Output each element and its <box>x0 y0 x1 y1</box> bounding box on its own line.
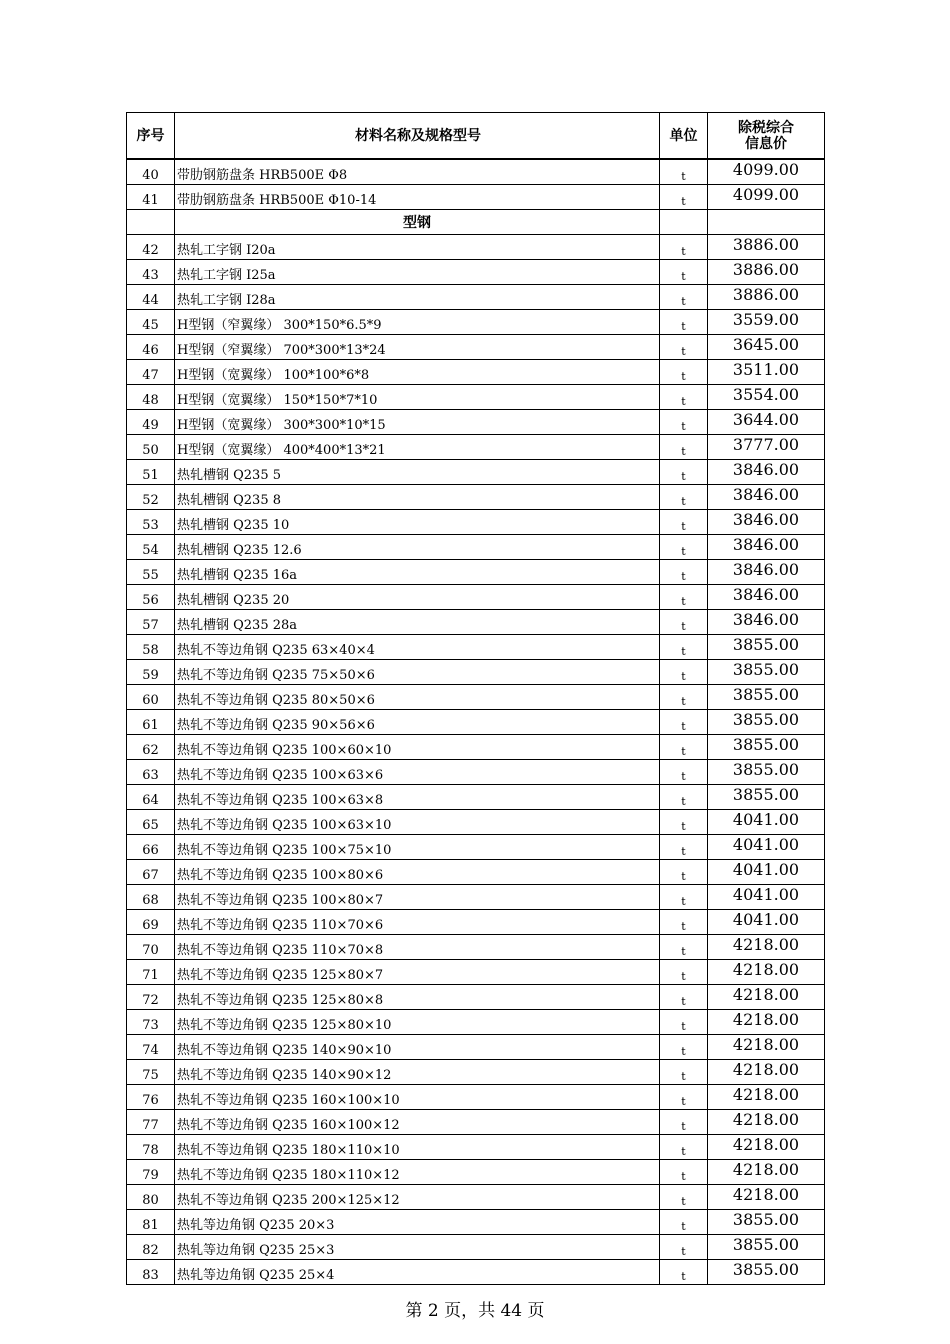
cell-seq: 64 <box>127 785 175 810</box>
table-row <box>127 735 825 760</box>
table-row <box>127 560 825 585</box>
cell-name: 热轧等边角钢 Q235 20×3 <box>175 1210 660 1235</box>
cell-name: 热轧不等边角钢 Q235 160×100×10 <box>175 1085 660 1110</box>
page-footer: 第 2 页，共 44 页 <box>405 1301 545 1321</box>
cell-price: 3855.00 <box>708 760 825 785</box>
cell-unit: t <box>660 510 708 535</box>
table-row <box>127 1260 825 1285</box>
cell-unit: t <box>660 1035 708 1060</box>
cell-unit: t <box>660 610 708 635</box>
cell-seq: 48 <box>127 385 175 410</box>
cell-price: 3855.00 <box>708 710 825 735</box>
cell-unit: t <box>660 985 708 1010</box>
cell-unit: t <box>660 285 708 310</box>
cell-name: 热轧不等边角钢 Q235 125×80×7 <box>175 960 660 985</box>
cell-price: 4041.00 <box>708 810 825 835</box>
cell-unit: t <box>660 1060 708 1085</box>
cell-name: 热轧槽钢 Q235 5 <box>175 460 660 485</box>
table-row <box>127 1085 825 1110</box>
table-row <box>127 1010 825 1035</box>
cell-name: 热轧不等边角钢 Q235 90×56×6 <box>175 710 660 735</box>
cell-unit: t <box>660 360 708 385</box>
cell-name: H型钢（宽翼缘） 100*100*6*8 <box>175 360 660 385</box>
cell-name: 热轧不等边角钢 Q235 125×80×10 <box>175 1010 660 1035</box>
cell-price: 3855.00 <box>708 1210 825 1235</box>
cell-unit: t <box>660 635 708 660</box>
cell-price: 4218.00 <box>708 1085 825 1110</box>
cell-unit: t <box>660 1235 708 1260</box>
cell-seq: 57 <box>127 610 175 635</box>
cell-name: H型钢（窄翼缘） 700*300*13*24 <box>175 335 660 360</box>
table-row <box>127 985 825 1010</box>
cell-name: 热轧不等边角钢 Q235 160×100×12 <box>175 1110 660 1135</box>
cell-price: 3554.00 <box>708 385 825 410</box>
cell-price: 3846.00 <box>708 560 825 585</box>
cell-name: 带肋钢筋盘条 HRB500E Φ8 <box>175 159 660 185</box>
cell-price: 3855.00 <box>708 635 825 660</box>
table-row <box>127 1235 825 1260</box>
table-row <box>127 510 825 535</box>
cell-seq: 51 <box>127 460 175 485</box>
cell-price: 4218.00 <box>708 1135 825 1160</box>
cell-unit: t <box>660 1260 708 1285</box>
cell-seq: 79 <box>127 1160 175 1185</box>
cell-name: 热轧不等边角钢 Q235 100×80×6 <box>175 860 660 885</box>
table-row <box>127 860 825 885</box>
cell-price: 3846.00 <box>708 460 825 485</box>
cell-seq: 59 <box>127 660 175 685</box>
table-row <box>127 1110 825 1135</box>
cell-seq: 61 <box>127 710 175 735</box>
cell-seq: 67 <box>127 860 175 885</box>
cell-name: 热轧不等边角钢 Q235 200×125×12 <box>175 1185 660 1210</box>
cell-name: 热轧不等边角钢 Q235 180×110×12 <box>175 1160 660 1185</box>
cell-name: H型钢（窄翼缘） 300*150*6.5*9 <box>175 310 660 335</box>
cell-seq: 80 <box>127 1185 175 1210</box>
cell-seq: 58 <box>127 635 175 660</box>
cell-unit: t <box>660 960 708 985</box>
table-row <box>127 285 825 310</box>
cell-seq: 62 <box>127 735 175 760</box>
cell-unit: t <box>660 810 708 835</box>
table-row <box>127 1210 825 1235</box>
header-row <box>127 113 825 160</box>
cell-price: 3846.00 <box>708 610 825 635</box>
cell-name: 热轧工字钢 I25a <box>175 260 660 285</box>
table-row <box>127 385 825 410</box>
cell-name: 热轧槽钢 Q235 28a <box>175 610 660 635</box>
header-price <box>708 113 825 160</box>
cell-seq: 42 <box>127 235 175 260</box>
cell-unit: t <box>660 835 708 860</box>
cell-price: 4218.00 <box>708 1185 825 1210</box>
table-row <box>127 835 825 860</box>
table-row <box>127 910 825 935</box>
cell-name: H型钢（宽翼缘） 150*150*7*10 <box>175 385 660 410</box>
table-row <box>127 460 825 485</box>
cell-seq: 60 <box>127 685 175 710</box>
cell-unit: t <box>660 560 708 585</box>
cell-name: 热轧不等边角钢 Q235 80×50×6 <box>175 685 660 710</box>
cell-name: 热轧不等边角钢 Q235 100×63×8 <box>175 785 660 810</box>
cell-unit: t <box>660 760 708 785</box>
cell-seq: 53 <box>127 510 175 535</box>
cell-unit: t <box>660 660 708 685</box>
cell-unit: t <box>660 260 708 285</box>
cell-price: 4041.00 <box>708 910 825 935</box>
cell-seq: 76 <box>127 1085 175 1110</box>
table-row <box>127 610 825 635</box>
cell-unit: t <box>660 310 708 335</box>
table-row <box>127 685 825 710</box>
cell-name: 热轧不等边角钢 Q235 125×80×8 <box>175 985 660 1010</box>
cell-price: 3855.00 <box>708 1260 825 1285</box>
cell-price: 4218.00 <box>708 1060 825 1085</box>
cell-seq <box>127 210 175 235</box>
cell-name: 热轧工字钢 I28a <box>175 285 660 310</box>
cell-unit: t <box>660 1110 708 1135</box>
cell-name: 热轧等边角钢 Q235 25×3 <box>175 1235 660 1260</box>
cell-unit: t <box>660 735 708 760</box>
cell-seq: 45 <box>127 310 175 335</box>
cell-seq: 77 <box>127 1110 175 1135</box>
cell-price: 4218.00 <box>708 1035 825 1060</box>
cell-seq: 75 <box>127 1060 175 1085</box>
cell-name: 热轧不等边角钢 Q235 140×90×10 <box>175 1035 660 1060</box>
cell-seq: 65 <box>127 810 175 835</box>
cell-unit: t <box>660 785 708 810</box>
cell-seq: 40 <box>127 159 175 185</box>
header-price-line1: 除税综合 <box>738 119 794 136</box>
cell-unit: t <box>660 1160 708 1185</box>
table-row <box>127 710 825 735</box>
cell-unit: t <box>660 235 708 260</box>
header-unit: 单位 <box>660 113 708 160</box>
cell-seq: 83 <box>127 1260 175 1285</box>
cell-seq: 73 <box>127 1010 175 1035</box>
cell-price: 3886.00 <box>708 235 825 260</box>
table-row <box>127 1135 825 1160</box>
cell-seq: 43 <box>127 260 175 285</box>
cell-seq: 69 <box>127 910 175 935</box>
section-title: 型钢 <box>175 210 660 235</box>
cell-price: 3644.00 <box>708 410 825 435</box>
cell-seq: 46 <box>127 335 175 360</box>
cell-name: 热轧不等边角钢 Q235 75×50×6 <box>175 660 660 685</box>
cell-unit: t <box>660 385 708 410</box>
header-price-line2: 信息价 <box>745 135 787 152</box>
cell-seq: 44 <box>127 285 175 310</box>
cell-unit: t <box>660 535 708 560</box>
cell-seq: 63 <box>127 760 175 785</box>
cell-name: 热轧不等边角钢 Q235 100×80×7 <box>175 885 660 910</box>
cell-price: 4218.00 <box>708 1160 825 1185</box>
table-row <box>127 185 825 210</box>
cell-price: 4099.00 <box>708 185 825 210</box>
cell-price: 4099.00 <box>708 159 825 185</box>
cell-unit: t <box>660 410 708 435</box>
cell-seq: 71 <box>127 960 175 985</box>
table-row <box>127 360 825 385</box>
table-row <box>127 960 825 985</box>
table-row <box>127 335 825 360</box>
cell-price: 3846.00 <box>708 510 825 535</box>
cell-seq: 50 <box>127 435 175 460</box>
cell-seq: 74 <box>127 1035 175 1060</box>
table-row <box>127 760 825 785</box>
cell-name: 热轧不等边角钢 Q235 63×40×4 <box>175 635 660 660</box>
table-row <box>127 1160 825 1185</box>
table-row <box>127 810 825 835</box>
cell-seq: 41 <box>127 185 175 210</box>
table-row <box>127 485 825 510</box>
table-row <box>127 260 825 285</box>
table-row <box>127 935 825 960</box>
cell-price: 3559.00 <box>708 310 825 335</box>
cell-unit: t <box>660 1135 708 1160</box>
cell-price: 4218.00 <box>708 935 825 960</box>
cell-seq: 54 <box>127 535 175 560</box>
header-seq: 序号 <box>127 113 175 160</box>
cell-seq: 56 <box>127 585 175 610</box>
cell-price: 4041.00 <box>708 835 825 860</box>
cell-price: 3886.00 <box>708 260 825 285</box>
cell-name: 热轧不等边角钢 Q235 110×70×6 <box>175 910 660 935</box>
cell-name: 热轧槽钢 Q235 8 <box>175 485 660 510</box>
cell-name: 热轧槽钢 Q235 16a <box>175 560 660 585</box>
cell-seq: 47 <box>127 360 175 385</box>
cell-price: 3846.00 <box>708 535 825 560</box>
cell-name: 带肋钢筋盘条 HRB500E Φ10-14 <box>175 185 660 210</box>
cell-name: 热轧不等边角钢 Q235 100×63×10 <box>175 810 660 835</box>
cell-price: 4218.00 <box>708 960 825 985</box>
cell-unit: t <box>660 159 708 185</box>
table-row <box>127 410 825 435</box>
cell-name: H型钢（宽翼缘） 400*400*13*21 <box>175 435 660 460</box>
cell-unit: t <box>660 685 708 710</box>
section-row <box>127 210 825 235</box>
cell-name: 热轧不等边角钢 Q235 100×60×10 <box>175 735 660 760</box>
cell-name: 热轧不等边角钢 Q235 100×63×6 <box>175 760 660 785</box>
cell-seq: 70 <box>127 935 175 960</box>
cell-price: 4218.00 <box>708 985 825 1010</box>
table-row <box>127 585 825 610</box>
cell-unit: t <box>660 885 708 910</box>
cell-seq: 68 <box>127 885 175 910</box>
cell-price: 4218.00 <box>708 1110 825 1135</box>
cell-seq: 81 <box>127 1210 175 1235</box>
cell-name: 热轧槽钢 Q235 12.6 <box>175 535 660 560</box>
table-row <box>127 635 825 660</box>
table-row <box>127 159 825 185</box>
cell-seq: 72 <box>127 985 175 1010</box>
cell-price: 3846.00 <box>708 485 825 510</box>
cell-price: 3855.00 <box>708 685 825 710</box>
table-row <box>127 535 825 560</box>
cell-price: 3855.00 <box>708 785 825 810</box>
cell-unit: t <box>660 860 708 885</box>
cell-unit: t <box>660 1210 708 1235</box>
cell-seq: 82 <box>127 1235 175 1260</box>
cell-unit: t <box>660 485 708 510</box>
cell-unit: t <box>660 1185 708 1210</box>
cell-name: 热轧不等边角钢 Q235 180×110×10 <box>175 1135 660 1160</box>
cell-seq: 66 <box>127 835 175 860</box>
cell-price: 3855.00 <box>708 735 825 760</box>
cell-unit: t <box>660 935 708 960</box>
cell-price: 3886.00 <box>708 285 825 310</box>
cell-name: 热轧槽钢 Q235 10 <box>175 510 660 535</box>
cell-price: 3511.00 <box>708 360 825 385</box>
cell-seq: 78 <box>127 1135 175 1160</box>
cell-unit: t <box>660 1085 708 1110</box>
table-row <box>127 310 825 335</box>
table-row <box>127 785 825 810</box>
cell-seq: 52 <box>127 485 175 510</box>
cell-unit: t <box>660 1010 708 1035</box>
cell-price: 3846.00 <box>708 585 825 610</box>
cell-unit: t <box>660 910 708 935</box>
price-table <box>126 112 825 1285</box>
cell-unit: t <box>660 185 708 210</box>
table-row <box>127 660 825 685</box>
cell-unit: t <box>660 435 708 460</box>
cell-unit: t <box>660 460 708 485</box>
cell-name: 热轧不等边角钢 Q235 110×70×8 <box>175 935 660 960</box>
cell-name: 热轧不等边角钢 Q235 100×75×10 <box>175 835 660 860</box>
cell-price: 4041.00 <box>708 860 825 885</box>
cell-price: 3645.00 <box>708 335 825 360</box>
table-row <box>127 885 825 910</box>
cell-price: 4041.00 <box>708 885 825 910</box>
cell-unit: t <box>660 335 708 360</box>
table-row <box>127 235 825 260</box>
cell-seq: 55 <box>127 560 175 585</box>
cell-unit <box>660 210 708 235</box>
cell-name: 热轧等边角钢 Q235 25×4 <box>175 1260 660 1285</box>
cell-unit: t <box>660 585 708 610</box>
price-table-body <box>127 113 825 1285</box>
cell-price: 4218.00 <box>708 1010 825 1035</box>
header-name: 材料名称及规格型号 <box>175 113 660 160</box>
cell-name: 热轧工字钢 I20a <box>175 235 660 260</box>
table-row <box>127 1060 825 1085</box>
table-row <box>127 1035 825 1060</box>
table-row <box>127 435 825 460</box>
cell-price: 3855.00 <box>708 660 825 685</box>
cell-price: 3855.00 <box>708 1235 825 1260</box>
cell-price: 3777.00 <box>708 435 825 460</box>
cell-price <box>708 210 825 235</box>
cell-name: H型钢（宽翼缘） 300*300*10*15 <box>175 410 660 435</box>
table-row <box>127 1185 825 1210</box>
cell-name: 热轧不等边角钢 Q235 140×90×12 <box>175 1060 660 1085</box>
cell-seq: 49 <box>127 410 175 435</box>
cell-name: 热轧槽钢 Q235 20 <box>175 585 660 610</box>
cell-unit: t <box>660 710 708 735</box>
